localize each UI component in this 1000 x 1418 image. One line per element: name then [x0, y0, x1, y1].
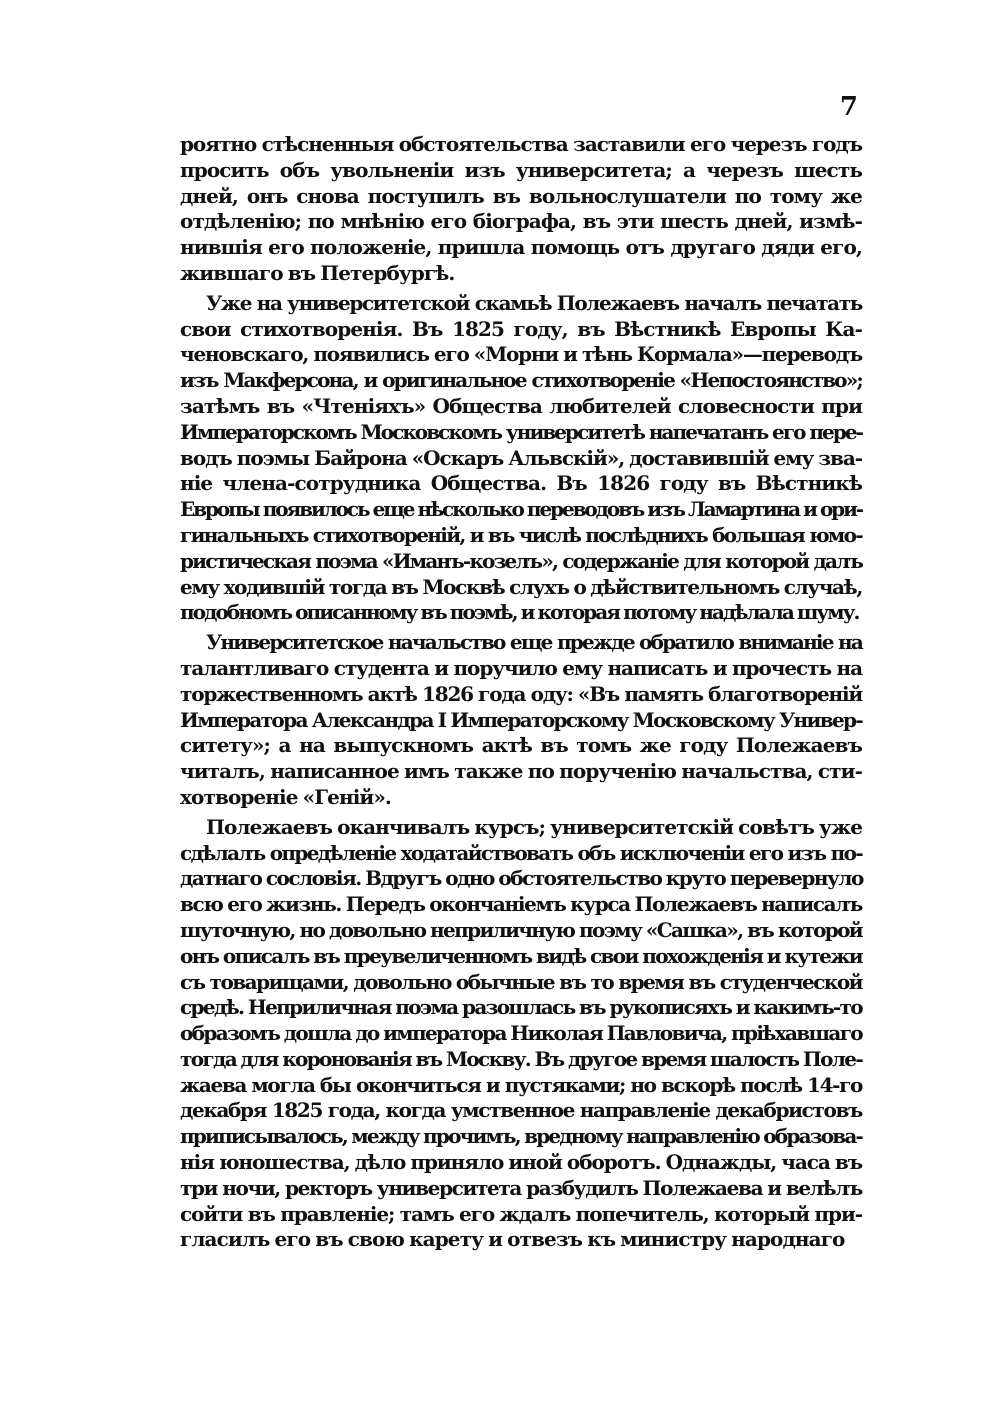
text-line: талантливаго студента и поручило ему написать и прочесть на [180, 655, 862, 680]
page-number: 7 [839, 92, 858, 122]
paragraph [180, 132, 862, 287]
text-line: подобномъ описанному въ поэмѣ, и которая потому надѣлала шуму. [180, 600, 859, 625]
text-line: ситету»; а на выпускномъ актѣ въ томъ же году Полежаевъ [180, 733, 862, 758]
text-line: Императора Александра I Императорскому Московскому Универ- [180, 707, 862, 732]
text-line: ристическая поэма «Иманъ-козелъ», содержаніе для которой далъ [180, 548, 862, 573]
text-line: ніе члена-сотрудника Общества. Въ 1826 году въ Вѣстникѣ [180, 471, 862, 496]
text-line: онъ описалъ въ преувеличенномъ видѣ свои похожденія и кутежи [180, 943, 862, 968]
paragraph [180, 815, 862, 1254]
text-line: просить объ увольненіи изъ университета; а черезъ шесть [180, 157, 862, 182]
text-line: ченовскаго, появились его «Морни и тѣнь Кормала»—переводъ [180, 342, 862, 367]
text-line: гласилъ его въ свою карету и отвезъ къ министру народнаго [180, 1227, 845, 1252]
text-line: сойти въ правленіе; тамъ его ждалъ попечитель, который при- [180, 1201, 862, 1226]
text-line: Европы появилось еще нѣсколько переводовъ изъ Ламартина и ори- [180, 497, 862, 522]
text-line: жаева могла бы окончиться и пустяками; но вскорѣ послѣ 14-го [180, 1072, 862, 1097]
text-line: дней, онъ снова поступилъ въ вольнослушатели по тому же [180, 183, 862, 208]
text-line: приписывалось, между прочимъ, вредному направленію образова- [180, 1124, 862, 1149]
text-line: средѣ. Неприличная поэма разошлась въ рукописяхъ и какимъ-то [180, 995, 862, 1020]
text-line: декабря 1825 года, когда умственное направленіе декабристовъ [180, 1098, 862, 1123]
text-line: тогда для коронованія въ Москву. Въ другое время шалость Поле- [180, 1046, 862, 1071]
text-line: нившія его положеніе, пришла помощь отъ другаго дяди его, [180, 235, 862, 260]
text-line: Полежаевъ оканчивалъ курсъ; университетскій совѣтъ уже [206, 814, 863, 839]
text-line: гинальныхъ стихотвореній, и въ числѣ послѣднихъ большая юмо- [180, 522, 862, 547]
text-line: съ товарищами, довольно обычные въ то время въ студенческой [180, 969, 862, 994]
text-line: водъ поэмы Байрона «Оскаръ Альвскій», доставившій ему зва- [180, 445, 862, 470]
text-line: ему ходившій тогда въ Москвѣ слухъ о дѣйствительномъ случаѣ, [180, 574, 862, 599]
text-line: роятно стѣсненныя обстоятельства заставили его черезъ годъ [180, 132, 862, 156]
text-line: читалъ, написанное имъ также по порученію начальства, сти- [180, 759, 862, 784]
text-line: нія юношества, дѣло приняло иной оборотъ. Однажды, часа въ [180, 1150, 862, 1175]
text-line: датнаго сословія. Вдругъ одно обстоятельство круто перевернуло [180, 866, 863, 891]
text-line: изъ Макферсона, и оригинальное стихотвореніе «Непостоянство»; [180, 368, 862, 393]
text-line: Уже на университетской скамьѣ Полежаевъ началъ печатать [206, 290, 862, 315]
body-text [180, 132, 862, 1253]
paragraph [180, 291, 862, 626]
text-line: образомъ дошла до императора Николая Павловича, пріѣхавшаго [180, 1021, 862, 1046]
text-line: затѣмъ въ «Чтеніяхъ» Общества любителей словесности при [180, 393, 862, 418]
text-line: сдѣлалъ опредѣленіе ходатайствовать объ исключеніи его изъ по- [180, 840, 862, 865]
text-line: шуточную, но довольно неприличную поэму «Сашка», въ которой [180, 917, 862, 942]
text-line: отдѣленію; по мнѣнію его біографа, въ эти шесть дней, измѣ- [180, 209, 862, 234]
text-line: три ночи, ректоръ университета разбудилъ Полежаева и велѣлъ [180, 1175, 862, 1200]
text-line: Университетское начальство еще прежде обратило вниманіе на [206, 630, 862, 655]
text-line: торжественномъ актѣ 1826 года оду: «Въ память благотвореній [180, 681, 862, 706]
text-line: всю его жизнь. Передъ окончаніемъ курса Полежаевъ написалъ [180, 892, 862, 917]
text-line: жившаго въ Петербургѣ. [180, 260, 455, 285]
text-line: хотвореніе «Геній». [180, 784, 391, 809]
paragraph [180, 630, 862, 811]
text-line: свои стихотворенія. Въ 1825 году, въ Вѣстникѣ Европы Ка- [180, 316, 862, 341]
text-line: Императорскомъ Московскомъ университетѣ напечатанъ его пере- [180, 419, 862, 444]
